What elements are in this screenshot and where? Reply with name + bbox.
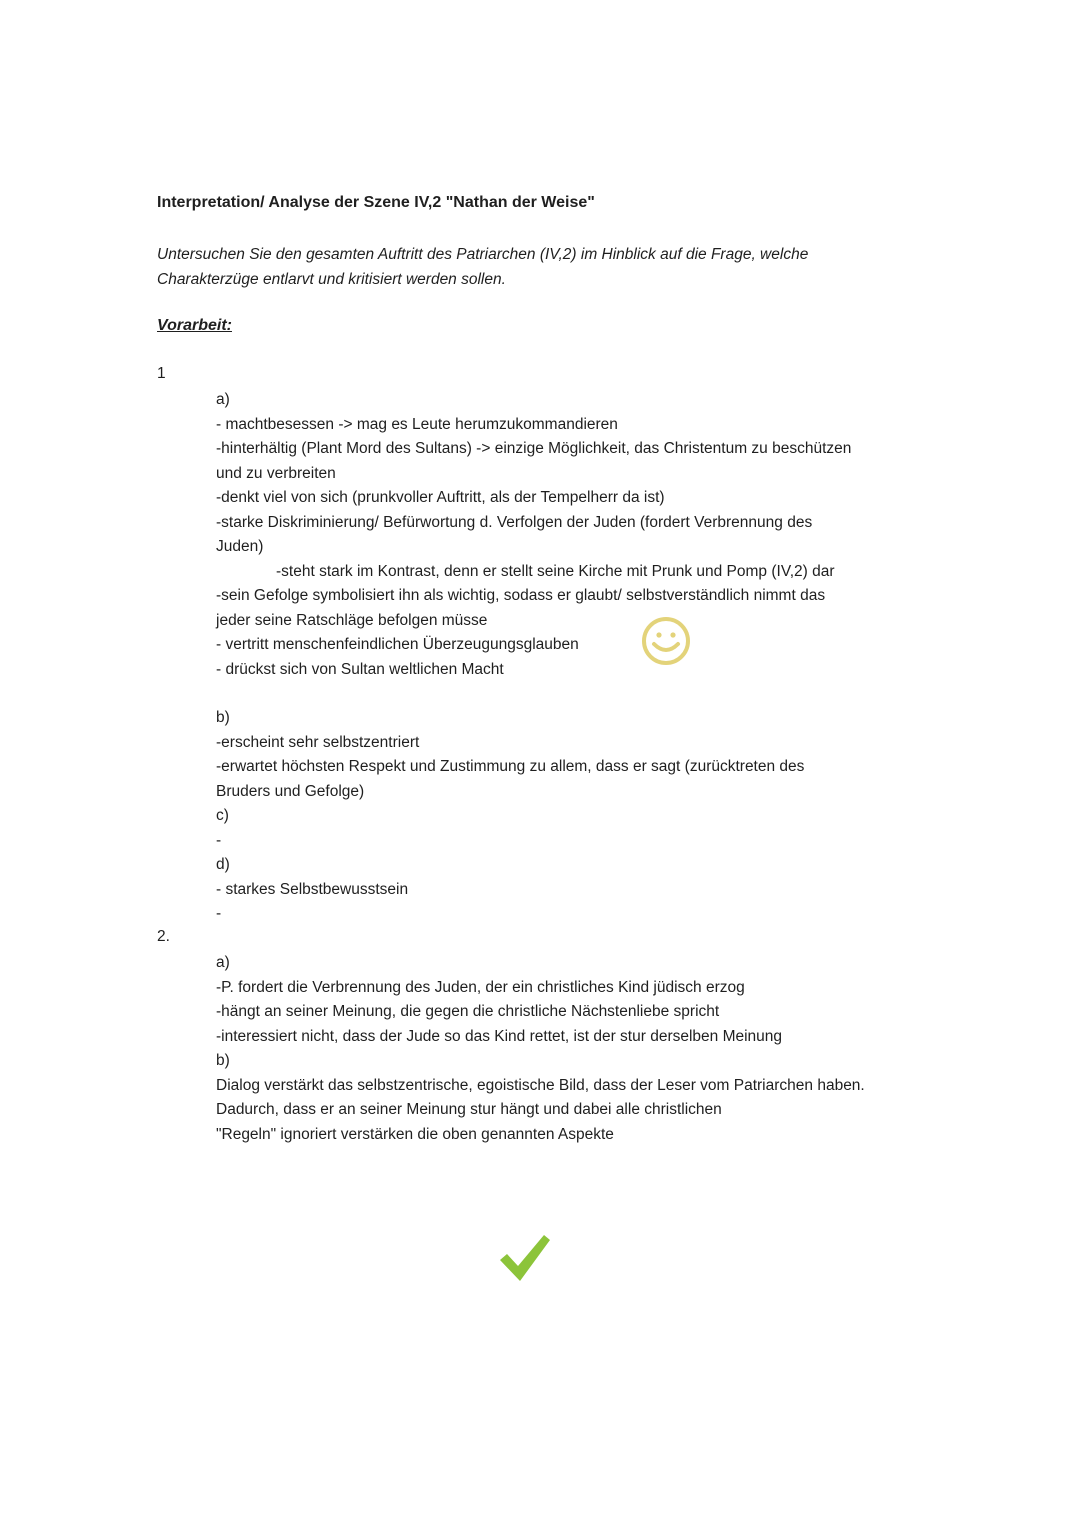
- list-item: - drückst sich von Sultan weltlichen Macht: [216, 660, 504, 678]
- list-item: -: [216, 831, 222, 849]
- checkmark-icon: [498, 1232, 552, 1284]
- section-heading: Vorarbeit:: [157, 317, 232, 334]
- list-item: - machtbesessen -> mag es Leute herumzukommandieren: [216, 415, 618, 433]
- part-1-a: [216, 388, 936, 682]
- list-item: Dadurch, dass er an seiner Meinung stur hängt und dabei alle christlichen: [216, 1101, 722, 1118]
- list-item: "Regeln" ignoriert verstärken die oben genannten Aspekte: [216, 1125, 614, 1143]
- list-item: -erwartet höchsten Respekt und Zustimmung zu allem, dass er sagt (zurücktreten des: [216, 758, 805, 775]
- list-item: -interessiert nicht, dass der Jude so das Kind rettet, ist der stur derselben Meinung: [216, 1027, 783, 1045]
- label-2a: a): [216, 954, 230, 971]
- label-2b: b): [216, 1052, 230, 1069]
- list-item: - vertritt menschenfeindlichen Überzeugungsglauben: [216, 636, 579, 653]
- list-item: Juden): [216, 538, 264, 555]
- list-item: -erscheint sehr selbstzentriert: [216, 733, 420, 751]
- list-item: -denkt viel von sich (prunkvoller Auftritt, als der Tempelherr da ist): [216, 489, 665, 506]
- label-1b: b): [216, 709, 230, 726]
- page-title: Interpretation/ Analyse der Szene IV,2 "Nathan der Weise": [157, 194, 595, 211]
- list-item: und zu verbreiten: [216, 464, 336, 482]
- task-prompt: [157, 242, 917, 292]
- list-item: -P. fordert die Verbrennung des Juden, der ein christliches Kind jüdisch erzog: [216, 978, 745, 996]
- part-2: [216, 951, 936, 1147]
- list-item: -hängt an seiner Meinung, die gegen die christliche Nächstenliebe spricht: [216, 1003, 720, 1020]
- part-1-number: 1: [157, 365, 166, 382]
- label-1d: d): [216, 856, 230, 873]
- task-line-2: Charakterzüge entlarvt und kritisiert werden sollen.: [157, 271, 506, 288]
- list-item: Bruders und Gefolge): [216, 782, 365, 800]
- label-1a: a): [216, 391, 230, 408]
- part-2-number: 2.: [157, 928, 170, 945]
- list-item: -hinterhältig (Plant Mord des Sultans) -> einzige Möglichkeit, das Christentum zu beschützen: [216, 440, 852, 457]
- smiley-face-icon: [640, 615, 692, 667]
- list-item: Dialog verstärkt das selbstzentrische, egoistische Bild, dass der Leser vom Patriarchen haben.: [216, 1076, 865, 1094]
- list-item: - starkes Selbstbewusstsein: [216, 880, 409, 898]
- list-item: -steht stark im Kontrast, denn er stellt seine Kirche mit Prunk und Pomp (IV,2) dar: [276, 562, 835, 580]
- task-line-1: Untersuchen Sie den gesamten Auftritt des Patriarchen (IV,2) im Hinblick auf die Frage, welche: [157, 246, 809, 263]
- list-item: jeder seine Ratschläge befolgen müsse: [216, 611, 488, 629]
- list-item: -: [216, 905, 222, 922]
- label-1c: c): [216, 807, 229, 824]
- part-1-bcd: [216, 706, 936, 927]
- list-item: -sein Gefolge symbolisiert ihn als wichtig, sodass er glaubt/ selbstverständlich nimmt das: [216, 587, 826, 604]
- list-item: -starke Diskriminierung/ Befürwortung d. Verfolgen der Juden (fordert Verbrennung des: [216, 513, 813, 531]
